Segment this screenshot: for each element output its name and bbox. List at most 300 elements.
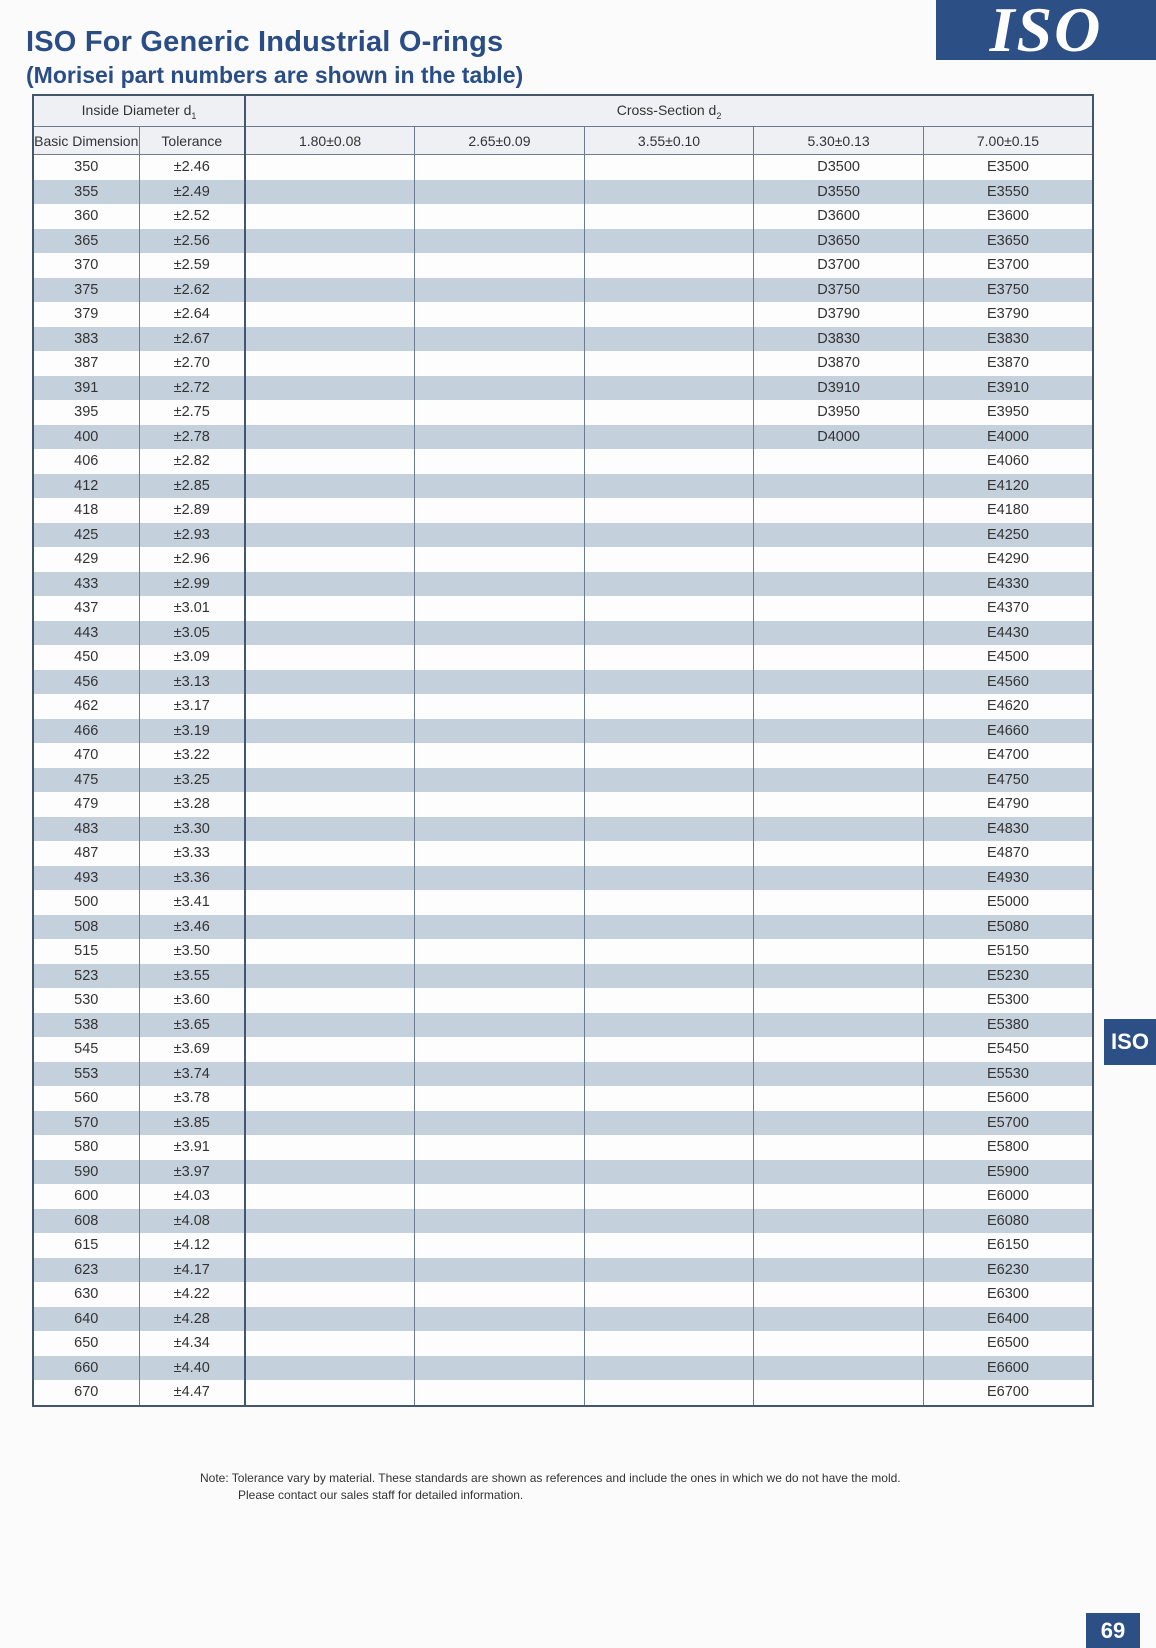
table-row <box>33 253 1093 278</box>
basic-dimension-cell: 608 <box>33 1209 139 1234</box>
part-number-cell <box>584 376 754 401</box>
tolerance-cell: ±2.70 <box>139 351 245 376</box>
part-number-cell <box>754 719 924 744</box>
tolerance-cell: ±2.99 <box>139 572 245 597</box>
part-number-cell <box>245 1013 415 1038</box>
basic-dimension-cell: 530 <box>33 988 139 1013</box>
basic-dimension-cell: 560 <box>33 1086 139 1111</box>
table-body <box>33 155 1093 1406</box>
table-row <box>33 1062 1093 1087</box>
table-row <box>33 1380 1093 1406</box>
tolerance-cell: ±2.46 <box>139 155 245 180</box>
part-number-cell: D4000 <box>754 425 924 450</box>
part-number-cell <box>245 155 415 180</box>
basic-dimension-cell: 365 <box>33 229 139 254</box>
part-number-cell: E6500 <box>923 1331 1093 1356</box>
part-number-cell <box>584 400 754 425</box>
part-number-cell <box>245 1062 415 1087</box>
tolerance-cell: ±2.59 <box>139 253 245 278</box>
part-number-cell <box>584 1282 754 1307</box>
part-number-cell <box>584 817 754 842</box>
part-number-cell <box>584 964 754 989</box>
note-line-1: Note: Tolerance vary by material. These standards are shown as references and include the ones in which we do not have the mold. <box>200 1471 901 1485</box>
tolerance-cell: ±2.62 <box>139 278 245 303</box>
part-number-cell <box>754 1282 924 1307</box>
part-number-cell <box>754 1258 924 1283</box>
basic-dimension-cell: 590 <box>33 1160 139 1185</box>
part-number-cell <box>415 768 585 793</box>
part-number-cell: D3750 <box>754 278 924 303</box>
tolerance-cell: ±3.50 <box>139 939 245 964</box>
tolerance-cell: ±3.01 <box>139 596 245 621</box>
basic-dimension-cell: 443 <box>33 621 139 646</box>
part-number-cell: E6700 <box>923 1380 1093 1406</box>
table-row <box>33 890 1093 915</box>
part-number-cell: E4830 <box>923 817 1093 842</box>
part-number-cell <box>415 915 585 940</box>
table-row <box>33 1282 1093 1307</box>
part-number-cell: D3910 <box>754 376 924 401</box>
part-number-cell <box>245 596 415 621</box>
part-number-cell: E6230 <box>923 1258 1093 1283</box>
part-number-cell <box>245 645 415 670</box>
part-number-cell <box>584 1062 754 1087</box>
table-row <box>33 449 1093 474</box>
part-number-cell <box>754 621 924 646</box>
part-number-cell: E4930 <box>923 866 1093 891</box>
page-number: 69 <box>1086 1613 1140 1648</box>
tolerance-cell: ±3.55 <box>139 964 245 989</box>
tolerance-cell: ±2.64 <box>139 302 245 327</box>
cross-section-2-header: 2.65±0.09 <box>415 127 585 155</box>
basic-dimension-cell: 493 <box>33 866 139 891</box>
tolerance-cell: ±2.93 <box>139 523 245 548</box>
table-row <box>33 278 1093 303</box>
part-number-cell: E3790 <box>923 302 1093 327</box>
part-number-cell <box>245 719 415 744</box>
note-line-2: Please contact our sales staff for detailed information. <box>238 1488 524 1502</box>
part-number-cell: E4000 <box>923 425 1093 450</box>
tolerance-cell: ±2.78 <box>139 425 245 450</box>
part-number-cell <box>584 449 754 474</box>
part-number-cell <box>245 425 415 450</box>
part-number-cell: E4870 <box>923 841 1093 866</box>
part-number-cell <box>245 253 415 278</box>
part-number-cell: E5380 <box>923 1013 1093 1038</box>
part-number-cell: E4060 <box>923 449 1093 474</box>
part-number-cell <box>584 1209 754 1234</box>
part-number-cell <box>754 572 924 597</box>
part-number-cell <box>584 302 754 327</box>
part-number-cell <box>245 572 415 597</box>
part-number-cell: E3750 <box>923 278 1093 303</box>
basic-dimension-cell: 350 <box>33 155 139 180</box>
table-row <box>33 743 1093 768</box>
part-number-cell: E4560 <box>923 670 1093 695</box>
part-number-cell <box>584 890 754 915</box>
part-number-cell <box>415 327 585 352</box>
basic-dimension-cell: 553 <box>33 1062 139 1087</box>
part-number-cell <box>415 1282 585 1307</box>
tolerance-cell: ±3.97 <box>139 1160 245 1185</box>
part-number-cell <box>584 621 754 646</box>
part-number-cell: E4370 <box>923 596 1093 621</box>
tolerance-cell: ±4.03 <box>139 1184 245 1209</box>
part-number-cell <box>754 1184 924 1209</box>
tolerance-cell: ±3.91 <box>139 1135 245 1160</box>
part-number-cell: E5000 <box>923 890 1093 915</box>
part-number-cell <box>584 1356 754 1381</box>
part-number-cell: E5450 <box>923 1037 1093 1062</box>
part-number-cell <box>415 547 585 572</box>
part-number-cell <box>584 1380 754 1406</box>
part-number-cell <box>754 964 924 989</box>
part-number-cell <box>415 1258 585 1283</box>
part-number-cell: E6080 <box>923 1209 1093 1234</box>
part-number-cell <box>584 841 754 866</box>
part-number-cell <box>584 670 754 695</box>
part-number-cell <box>584 694 754 719</box>
part-number-cell <box>415 204 585 229</box>
tolerance-cell: ±3.19 <box>139 719 245 744</box>
basic-dimension-cell: 623 <box>33 1258 139 1283</box>
part-number-cell: D3550 <box>754 180 924 205</box>
table-row <box>33 302 1093 327</box>
part-number-cell <box>754 474 924 499</box>
part-number-cell: E6300 <box>923 1282 1093 1307</box>
part-number-cell <box>754 841 924 866</box>
basic-dimension-cell: 437 <box>33 596 139 621</box>
part-number-cell: E5600 <box>923 1086 1093 1111</box>
table-row <box>33 817 1093 842</box>
tolerance-cell: ±3.28 <box>139 792 245 817</box>
part-number-cell: D3830 <box>754 327 924 352</box>
part-number-cell <box>245 1331 415 1356</box>
basic-dimension-cell: 425 <box>33 523 139 548</box>
part-number-cell <box>415 474 585 499</box>
basic-dimension-cell: 640 <box>33 1307 139 1332</box>
part-number-cell <box>245 670 415 695</box>
part-number-cell <box>245 1037 415 1062</box>
table-row <box>33 1331 1093 1356</box>
tolerance-cell: ±3.46 <box>139 915 245 940</box>
part-number-cell <box>415 792 585 817</box>
part-number-cell <box>584 474 754 499</box>
tolerance-cell: ±2.85 <box>139 474 245 499</box>
part-number-cell <box>245 278 415 303</box>
basic-dimension-cell: 515 <box>33 939 139 964</box>
part-number-cell <box>754 890 924 915</box>
part-number-cell <box>415 572 585 597</box>
part-number-cell <box>245 1086 415 1111</box>
tolerance-cell: ±3.17 <box>139 694 245 719</box>
part-number-cell <box>584 204 754 229</box>
basic-dimension-cell: 500 <box>33 890 139 915</box>
table-row <box>33 1233 1093 1258</box>
part-number-cell: E5900 <box>923 1160 1093 1185</box>
part-number-cell <box>245 180 415 205</box>
part-number-cell: E4180 <box>923 498 1093 523</box>
part-number-cell <box>245 939 415 964</box>
part-number-cell <box>415 400 585 425</box>
tolerance-cell: ±3.60 <box>139 988 245 1013</box>
part-number-cell <box>415 1356 585 1381</box>
part-number-cell <box>754 498 924 523</box>
part-number-cell <box>754 1160 924 1185</box>
tolerance-cell: ±2.89 <box>139 498 245 523</box>
part-number-cell: E5800 <box>923 1135 1093 1160</box>
tolerance-cell: ±3.30 <box>139 817 245 842</box>
part-number-cell: D3650 <box>754 229 924 254</box>
part-number-cell <box>415 1307 585 1332</box>
part-number-cell <box>245 964 415 989</box>
part-number-cell: E3700 <box>923 253 1093 278</box>
tolerance-cell: ±3.33 <box>139 841 245 866</box>
part-number-cell <box>584 866 754 891</box>
tolerance-cell: ±4.22 <box>139 1282 245 1307</box>
part-number-cell <box>584 1331 754 1356</box>
part-number-cell <box>754 1013 924 1038</box>
tolerance-cell: ±4.28 <box>139 1307 245 1332</box>
table-row <box>33 351 1093 376</box>
tolerance-cell: ±4.47 <box>139 1380 245 1406</box>
tolerance-cell: ±2.82 <box>139 449 245 474</box>
part-number-cell <box>584 180 754 205</box>
table-row <box>33 964 1093 989</box>
table-row <box>33 1037 1093 1062</box>
part-number-cell <box>754 817 924 842</box>
part-number-cell <box>754 1111 924 1136</box>
part-number-cell: E5230 <box>923 964 1093 989</box>
part-number-cell: D3500 <box>754 155 924 180</box>
tolerance-cell: ±2.56 <box>139 229 245 254</box>
part-number-cell <box>584 719 754 744</box>
tolerance-cell: ±3.78 <box>139 1086 245 1111</box>
part-number-cell: E3870 <box>923 351 1093 376</box>
tolerance-cell: ±3.65 <box>139 1013 245 1038</box>
table-row <box>33 498 1093 523</box>
part-number-cell <box>415 1160 585 1185</box>
cross-section-header: Cross-Section $d_2$ <box>245 95 1093 127</box>
part-number-cell <box>415 841 585 866</box>
tolerance-cell: ±3.85 <box>139 1111 245 1136</box>
part-number-cell <box>754 768 924 793</box>
basic-dimension-cell: 523 <box>33 964 139 989</box>
part-number-cell <box>584 229 754 254</box>
part-number-cell <box>415 155 585 180</box>
part-number-cell: E5300 <box>923 988 1093 1013</box>
part-number-cell <box>415 621 585 646</box>
tolerance-cell: ±3.22 <box>139 743 245 768</box>
part-number-cell <box>415 988 585 1013</box>
part-number-cell <box>245 400 415 425</box>
part-number-cell <box>415 351 585 376</box>
part-number-cell <box>754 866 924 891</box>
basic-dimension-header: Basic Dimension <box>33 127 139 155</box>
part-number-cell <box>584 1037 754 1062</box>
tolerance-cell: ±3.25 <box>139 768 245 793</box>
part-number-cell: E4330 <box>923 572 1093 597</box>
basic-dimension-cell: 387 <box>33 351 139 376</box>
part-number-cell <box>245 523 415 548</box>
part-number-cell <box>245 1209 415 1234</box>
part-number-cell: E5150 <box>923 939 1093 964</box>
tolerance-cell: ±4.17 <box>139 1258 245 1283</box>
part-number-cell <box>245 866 415 891</box>
part-number-cell <box>245 547 415 572</box>
table-row <box>33 939 1093 964</box>
basic-dimension-cell: 391 <box>33 376 139 401</box>
part-number-cell <box>415 1380 585 1406</box>
part-number-cell: D3600 <box>754 204 924 229</box>
part-number-cell <box>245 768 415 793</box>
basic-dimension-cell: 395 <box>33 400 139 425</box>
table-row <box>33 694 1093 719</box>
part-number-cell <box>584 792 754 817</box>
table-row <box>33 645 1093 670</box>
basic-dimension-cell: 670 <box>33 1380 139 1406</box>
part-number-cell <box>245 204 415 229</box>
cross-section-1-header: 1.80±0.08 <box>245 127 415 155</box>
part-number-cell: E4620 <box>923 694 1093 719</box>
basic-dimension-cell: 650 <box>33 1331 139 1356</box>
part-number-cell: D3700 <box>754 253 924 278</box>
tolerance-cell: ±3.13 <box>139 670 245 695</box>
part-number-cell <box>415 719 585 744</box>
part-number-cell <box>245 351 415 376</box>
part-number-cell <box>415 425 585 450</box>
table-row <box>33 792 1093 817</box>
basic-dimension-cell: 375 <box>33 278 139 303</box>
table-row <box>33 425 1093 450</box>
part-number-cell <box>245 1233 415 1258</box>
part-number-cell <box>584 253 754 278</box>
basic-dimension-cell: 479 <box>33 792 139 817</box>
basic-dimension-cell: 412 <box>33 474 139 499</box>
part-number-cell <box>415 1111 585 1136</box>
tolerance-cell: ±4.40 <box>139 1356 245 1381</box>
part-number-cell <box>754 547 924 572</box>
table-row <box>33 204 1093 229</box>
part-number-cell <box>584 155 754 180</box>
part-number-cell: E5080 <box>923 915 1093 940</box>
part-number-cell <box>245 792 415 817</box>
part-number-cell <box>415 1184 585 1209</box>
part-number-cell <box>245 229 415 254</box>
part-number-cell <box>415 1233 585 1258</box>
table-row <box>33 1086 1093 1111</box>
basic-dimension-cell: 360 <box>33 204 139 229</box>
tolerance-cell: ±3.05 <box>139 621 245 646</box>
part-number-cell: E3550 <box>923 180 1093 205</box>
part-number-cell <box>754 1135 924 1160</box>
part-number-cell <box>415 890 585 915</box>
part-number-cell <box>754 1380 924 1406</box>
part-number-cell <box>584 1086 754 1111</box>
part-number-cell: E5530 <box>923 1062 1093 1087</box>
part-number-cell: E5700 <box>923 1111 1093 1136</box>
tolerance-cell: ±2.75 <box>139 400 245 425</box>
page-subtitle: (Morisei part numbers are shown in the table) <box>26 62 524 88</box>
part-number-cell <box>584 547 754 572</box>
tolerance-cell: ±3.36 <box>139 866 245 891</box>
table-row <box>33 229 1093 254</box>
table-row <box>33 180 1093 205</box>
table-row <box>33 155 1093 180</box>
part-number-cell <box>754 523 924 548</box>
table-row <box>33 1111 1093 1136</box>
part-number-cell <box>754 915 924 940</box>
part-number-cell <box>584 1013 754 1038</box>
part-number-cell <box>245 498 415 523</box>
part-number-cell <box>415 498 585 523</box>
part-number-cell <box>245 694 415 719</box>
tolerance-cell: ±3.69 <box>139 1037 245 1062</box>
basic-dimension-cell: 545 <box>33 1037 139 1062</box>
basic-dimension-cell: 475 <box>33 768 139 793</box>
table-row <box>33 400 1093 425</box>
part-number-cell <box>584 1135 754 1160</box>
part-number-cell <box>245 1258 415 1283</box>
basic-dimension-cell: 418 <box>33 498 139 523</box>
cross-section-4-header: 5.30±0.13 <box>754 127 924 155</box>
part-number-cell <box>754 1037 924 1062</box>
tolerance-cell: ±3.74 <box>139 1062 245 1087</box>
part-number-cell <box>584 596 754 621</box>
part-number-cell <box>584 988 754 1013</box>
tolerance-cell: ±4.12 <box>139 1233 245 1258</box>
table-row <box>33 1135 1093 1160</box>
table-row <box>33 1258 1093 1283</box>
part-number-cell <box>754 1331 924 1356</box>
part-number-cell <box>415 743 585 768</box>
part-number-cell <box>754 449 924 474</box>
part-number-cell <box>584 743 754 768</box>
part-number-cell <box>415 596 585 621</box>
cross-section-3-header: 3.55±0.10 <box>584 127 754 155</box>
part-number-cell <box>245 1307 415 1332</box>
part-number-cell <box>415 1086 585 1111</box>
part-number-cell: E4250 <box>923 523 1093 548</box>
part-number-cell <box>245 1184 415 1209</box>
tolerance-cell: ±3.09 <box>139 645 245 670</box>
part-number-cell <box>584 768 754 793</box>
table-row <box>33 1160 1093 1185</box>
tolerance-cell: ±2.96 <box>139 547 245 572</box>
table-row <box>33 988 1093 1013</box>
part-number-cell <box>245 1135 415 1160</box>
part-number-cell <box>245 327 415 352</box>
iso-header-tab: ISO <box>936 0 1156 60</box>
basic-dimension-cell: 429 <box>33 547 139 572</box>
part-number-cell: E6600 <box>923 1356 1093 1381</box>
part-number-cell: E4120 <box>923 474 1093 499</box>
part-number-cell <box>415 817 585 842</box>
part-number-cell <box>415 1209 585 1234</box>
table-row <box>33 719 1093 744</box>
part-number-cell <box>415 645 585 670</box>
part-number-cell <box>584 327 754 352</box>
basic-dimension-cell: 538 <box>33 1013 139 1038</box>
basic-dimension-cell: 600 <box>33 1184 139 1209</box>
part-number-cell <box>245 474 415 499</box>
part-number-cell <box>415 964 585 989</box>
part-number-cell <box>754 1356 924 1381</box>
part-number-cell <box>584 351 754 376</box>
part-number-cell <box>584 498 754 523</box>
part-number-cell: E3650 <box>923 229 1093 254</box>
table-row <box>33 866 1093 891</box>
